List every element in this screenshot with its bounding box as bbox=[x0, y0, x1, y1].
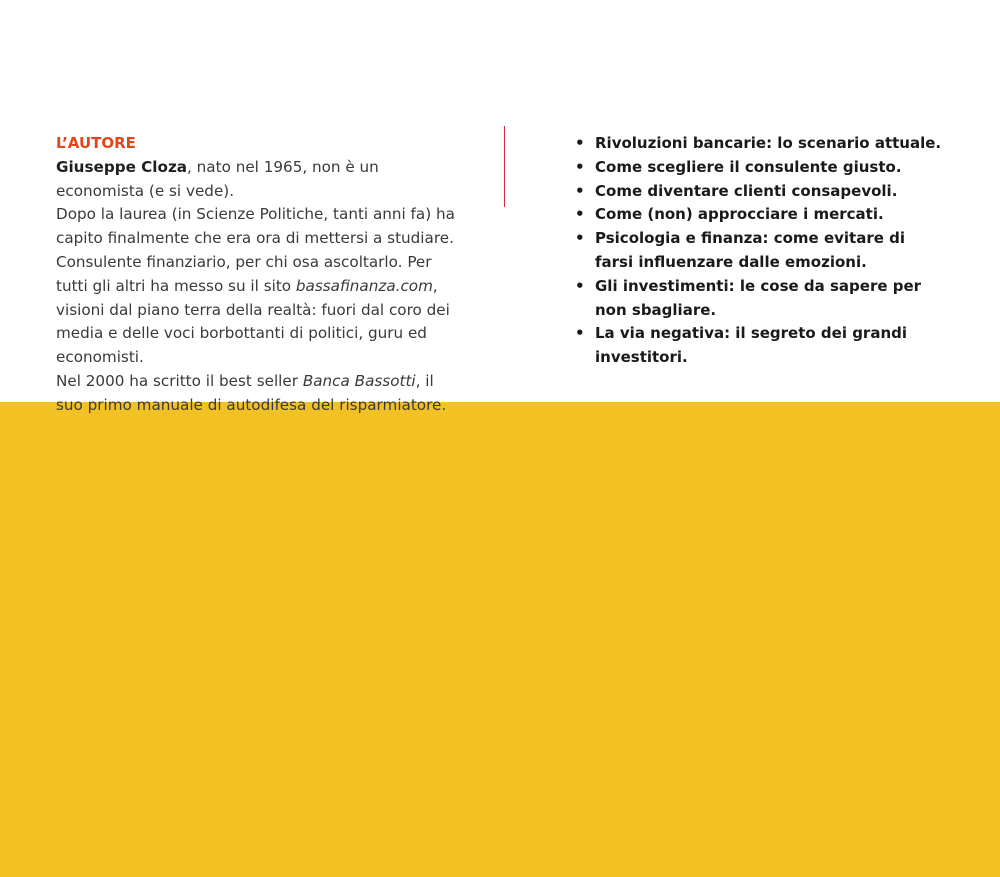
author-paragraph-4-end: , il suo primo manuale di autodifesa del risparmiatore. bbox=[56, 371, 447, 414]
bullet-icon: • bbox=[575, 181, 585, 200]
topic-item bbox=[575, 275, 945, 323]
bullet-icon: • bbox=[575, 276, 585, 295]
bullet-icon: • bbox=[575, 324, 585, 343]
topic-text: La via negativa: il segreto dei grandi investitori. bbox=[595, 324, 908, 367]
bullet-icon: • bbox=[575, 205, 585, 224]
topic-item bbox=[575, 132, 945, 156]
topic-text: Gli investimenti: le cose da sapere per non sbagliare. bbox=[595, 276, 922, 319]
author-paragraph-3 bbox=[56, 251, 456, 370]
topic-item bbox=[575, 203, 945, 227]
yellow-band bbox=[0, 402, 1000, 877]
author-paragraph-4 bbox=[56, 370, 456, 418]
bullet-icon: • bbox=[575, 134, 585, 152]
topic-item bbox=[575, 227, 945, 275]
author-intro bbox=[56, 156, 456, 204]
topic-item bbox=[575, 156, 945, 180]
topic-item bbox=[575, 322, 945, 370]
author-section bbox=[56, 132, 456, 418]
author-paragraph-2: Dopo la laurea (in Scienze Politiche, tanti anni fa) ha capito finalmente che era ora di mettersi a studiare. bbox=[56, 205, 455, 248]
topic-text: Come (non) approcciare i mercati. bbox=[595, 205, 884, 224]
author-heading: L’AUTORE bbox=[56, 134, 136, 152]
author-intro-text: , nato nel 1965, non è un economista (e si vede). bbox=[56, 157, 379, 200]
topic-text: Come diventare clienti consapevoli. bbox=[595, 181, 898, 200]
topics-list bbox=[575, 132, 945, 370]
author-paragraph-3-start: Consulente finanziario, per chi osa ascoltarlo. Per tutti gli altri ha messo su il sito bbox=[56, 252, 432, 295]
book-title: Banca Bassotti bbox=[302, 371, 416, 390]
author-name: Giuseppe Cloza bbox=[56, 157, 188, 176]
bullet-icon: • bbox=[575, 157, 585, 176]
bullet-icon: • bbox=[575, 229, 585, 248]
topic-text: Rivoluzioni bancarie: lo scenario attuale. bbox=[595, 134, 942, 152]
author-paragraph-3-end: , visioni dal piano terra della realtà: fuori dal coro dei media e delle voci borbottanti di politici, guru ed economisti. bbox=[56, 276, 450, 367]
author-paragraph-4-start: Nel 2000 ha scritto il best seller bbox=[56, 371, 303, 390]
vertical-divider bbox=[504, 126, 505, 207]
topic-text: Psicologia e finanza: come evitare di farsi influenzare dalle emozioni. bbox=[595, 229, 906, 271]
website-name: bassafinanza.com bbox=[295, 276, 433, 295]
topic-item bbox=[575, 180, 945, 204]
topic-text: Come scegliere il consulente giusto. bbox=[595, 157, 902, 176]
